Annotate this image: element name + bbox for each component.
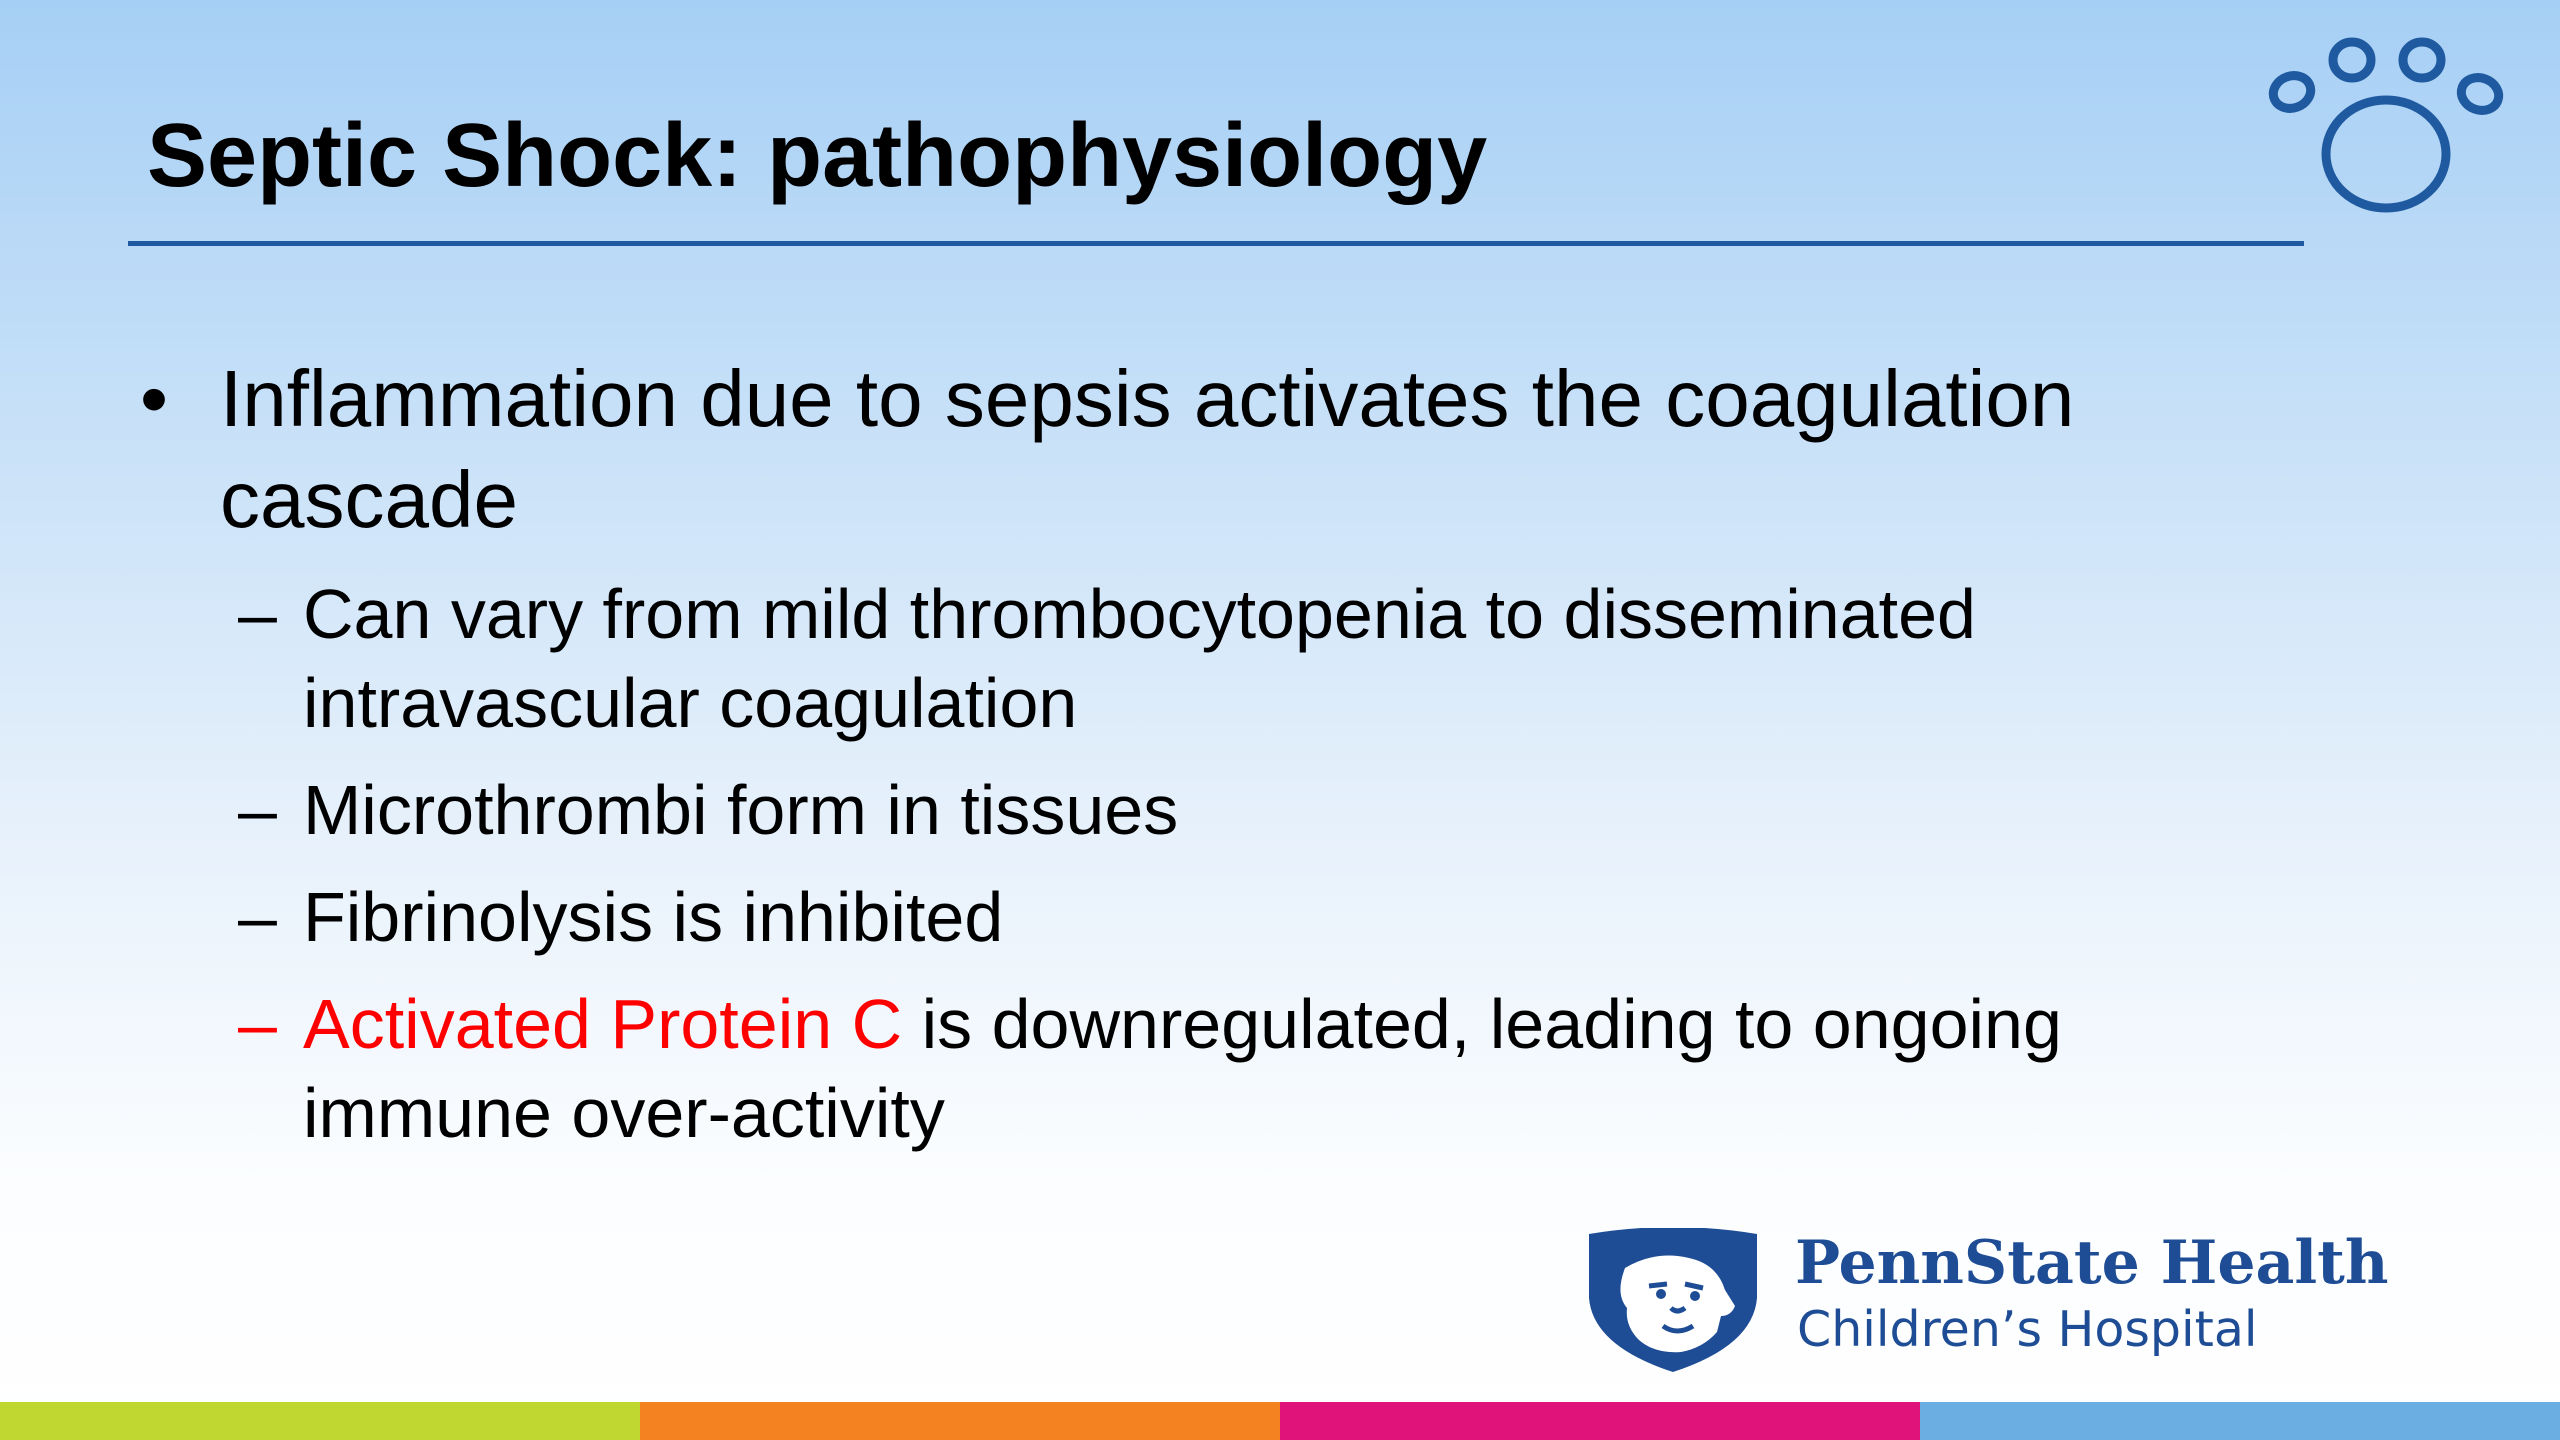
slide-title: Septic Shock: pathophysiology: [147, 106, 1488, 206]
sub-bullet-marker: –: [238, 771, 277, 849]
stripe-magenta: [1280, 1402, 1920, 1440]
sub-bullet-marker: –: [238, 575, 277, 653]
bullet-item: Inflammation due to sepsis activates the coagulation cascade: [220, 354, 2075, 544]
logo-name: PennState Health: [1795, 1228, 2389, 1298]
pennstate-health-logo: [1585, 1228, 2505, 1378]
stripe-green: [0, 1402, 640, 1440]
bullet-marker: •: [140, 354, 169, 443]
sub-bullet-4-text: is downregulated, leading to ongoing immune over-activity: [303, 985, 2062, 1152]
sub-bullet-4: [303, 980, 2283, 1158]
highlighted-term: Activated Protein C: [303, 985, 903, 1063]
sub-bullet-2: Microthrombi form in tissues: [303, 771, 1179, 849]
sub-bullet-marker: –: [238, 878, 277, 956]
logo-subtitle: Children’s Hospital: [1797, 1301, 2258, 1358]
sub-bullet-1: Can vary from mild thrombocytopenia to disseminated intravascular coagulation: [303, 575, 1976, 742]
sub-bullet-marker-highlight: –: [238, 985, 277, 1063]
stripe-blue: [1920, 1402, 2560, 1440]
footer-color-stripes: [0, 1402, 2560, 1440]
sub-bullet-3: Fibrinolysis is inhibited: [303, 878, 1004, 956]
nittany-lion-shield-icon: [1585, 1228, 1761, 1374]
stripe-orange: [640, 1402, 1280, 1440]
